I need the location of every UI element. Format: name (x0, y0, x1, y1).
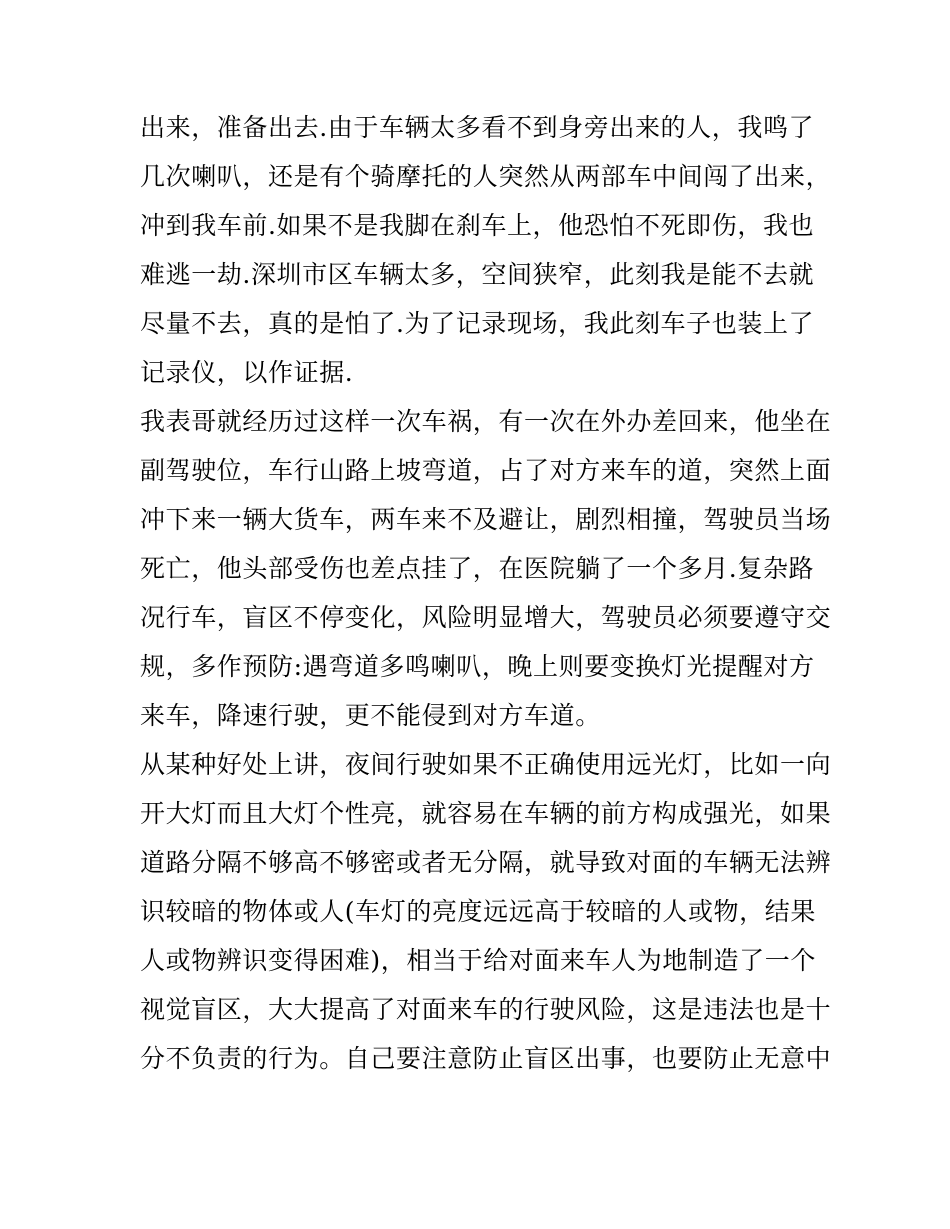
text-line: 几次喇叭，还是有个骑摩托的人突然从两部车中间闯了出来， (140, 162, 832, 191)
text-line: 规，多作预防:遇弯道多鸣喇叭，晚上则要变换灯光提醒对方 (140, 652, 815, 681)
text-line: 副驾驶位，车行山路上坡弯道，占了对方来车的道，突然上面 (140, 456, 832, 485)
text-line: 道路分隔不够高不够密或者无分隔，就导致对面的车辆无法辨 (140, 848, 832, 877)
text-line: 我表哥就经历过这样一次车祸，有一次在外办差回来，他坐在 (140, 407, 832, 436)
text-line: 记录仪，以作证据. (140, 358, 354, 387)
text-line: 死亡，他头部受伤也差点挂了，在医院躺了一个多月.复杂路 (140, 554, 815, 583)
text-line: 人或物辨识变得困难)，相当于给对面来车人为地制造了一个 (140, 946, 816, 975)
text-line: 来车，降速行驶，更不能侵到对方车道。 (140, 701, 601, 730)
text-line: 况行车，盲区不停变化，风险明显增大，驾驶员必须要遵守交 (140, 603, 832, 632)
text-line: 冲到我车前.如果不是我脚在刹车上，他恐怕不死即伤，我也 (140, 211, 815, 240)
text-line: 识较暗的物体或人(车灯的亮度远远高于较暗的人或物，结果 (140, 897, 816, 926)
text-line: 尽量不去，真的是怕了.为了记录现场，我此刻车子也装上了 (140, 309, 815, 338)
text-line: 难逃一劫.深圳市区车辆太多，空间狭窄，此刻我是能不去就 (140, 260, 815, 289)
text-line: 开大灯而且大灯个性亮，就容易在车辆的前方构成强光，如果 (140, 799, 832, 828)
text-line: 出来，准备出去.由于车辆太多看不到身旁出来的人，我鸣了 (140, 113, 815, 142)
text-line: 分不负责的行为。自己要注意防止盲区出事，也要防止无意中 (140, 1044, 832, 1073)
text-line: 冲下来一辆大货车，两车来不及避让，剧烈相撞，驾驶员当场 (140, 505, 832, 534)
text-line: 视觉盲区，大大提高了对面来车的行驶风险，这是违法也是十 (140, 995, 832, 1024)
text-line: 从某种好处上讲，夜间行驶如果不正确使用远光灯，比如一向 (140, 750, 832, 779)
